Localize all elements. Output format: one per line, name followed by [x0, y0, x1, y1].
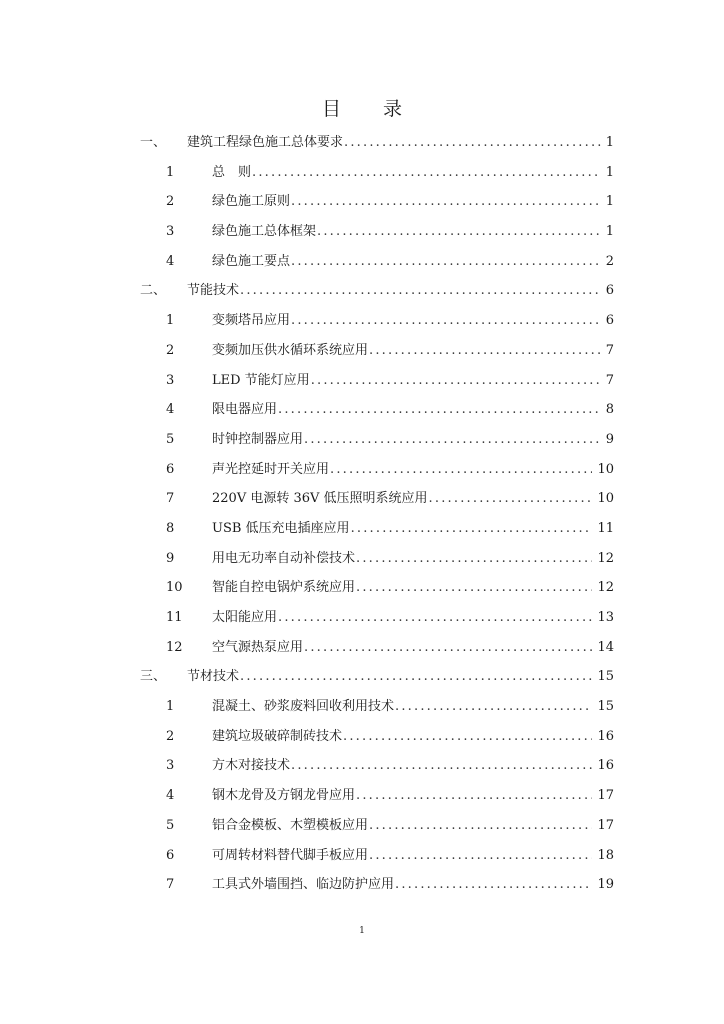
toc-entry-page: 12 — [596, 573, 614, 603]
toc-entry-number: 6 — [166, 847, 175, 863]
toc-subsection-entry[interactable] — [0, 395, 724, 425]
dot-leader — [369, 811, 592, 841]
toc-entry-label: 建筑工程绿色施工总体要求 — [187, 135, 344, 150]
toc-entry-page: 6 — [605, 306, 614, 336]
toc-entry-label: 用电无功率自动补偿技术 — [212, 550, 356, 566]
toc-entry-number: 1 — [166, 164, 175, 180]
dot-leader — [291, 247, 601, 277]
toc-entry-text — [187, 276, 603, 306]
toc-subsection-entry[interactable] — [0, 751, 724, 781]
toc-entry-number: 一、 — [140, 135, 167, 150]
toc-entry-number: 10 — [166, 580, 183, 596]
dot-leader — [240, 662, 592, 692]
toc-subsection-entry[interactable] — [0, 573, 724, 603]
toc-entry-label: 智能自控电锅炉系统应用 — [212, 580, 356, 596]
toc-entry-page: 8 — [605, 395, 614, 425]
toc-entry-number: 二、 — [140, 283, 167, 299]
toc-entry-page: 19 — [596, 870, 614, 900]
dot-leader — [240, 276, 601, 306]
toc-entry-text — [212, 514, 594, 544]
dot-leader — [429, 484, 593, 514]
toc-subsection-entry[interactable] — [0, 692, 724, 722]
dot-leader — [369, 841, 592, 871]
toc-entry-number: 8 — [166, 520, 175, 536]
dot-leader — [304, 425, 601, 455]
toc-entry-page: 1 — [605, 158, 614, 188]
toc-entry-page: 16 — [596, 722, 614, 752]
toc-entry-label: 建筑垃圾破碎制砖技术 — [212, 728, 343, 744]
toc-entry-page: 14 — [596, 633, 614, 663]
toc-entry-number: 6 — [166, 461, 175, 477]
dot-leader — [369, 336, 601, 366]
toc-entry-text — [212, 306, 603, 336]
dot-leader — [278, 603, 592, 633]
toc-entry-number: 2 — [166, 342, 175, 358]
dot-leader — [343, 722, 592, 752]
toc-entry-text — [212, 751, 594, 781]
toc-entry-number: 2 — [166, 728, 175, 744]
toc-entry-text — [212, 425, 603, 455]
dot-leader — [304, 633, 592, 663]
toc-entry-number: 9 — [166, 550, 175, 566]
toc-entry-label: 钢木龙骨及方钢龙骨应用 — [212, 788, 356, 804]
toc-entry-text — [212, 870, 594, 900]
toc-entry-page: 17 — [596, 811, 614, 841]
toc-entry-number: 5 — [166, 817, 175, 833]
toc-entry-text — [212, 366, 603, 396]
toc-entry-number: 12 — [166, 639, 183, 655]
dot-leader — [356, 573, 592, 603]
toc-entry-page: 17 — [596, 781, 614, 811]
toc-entry-label: 节能技术 — [187, 283, 240, 299]
toc-entry-label: 绿色施工要点 — [212, 253, 291, 269]
toc-entry-page: 6 — [605, 276, 614, 306]
toc-entry-label: USB 低压充电插座应用 — [212, 520, 350, 536]
toc-subsection-entry[interactable] — [0, 306, 724, 336]
toc-entry-number: 7 — [166, 877, 175, 893]
toc-entry-text — [212, 187, 603, 217]
toc-entry-page: 15 — [596, 662, 614, 692]
toc-entry-label: 时钟控制器应用 — [212, 431, 304, 447]
toc-section-entry[interactable] — [0, 276, 724, 306]
toc-section-entry[interactable] — [0, 662, 724, 692]
toc-entry-number: 2 — [166, 194, 175, 210]
toc-entry-page: 10 — [596, 455, 614, 485]
toc-subsection-entry[interactable] — [0, 484, 724, 514]
toc-subsection-entry[interactable] — [0, 158, 724, 188]
table-of-contents — [0, 128, 724, 900]
toc-entry-label: LED 节能灯应用 — [212, 372, 310, 388]
toc-entry-number: 1 — [166, 699, 175, 715]
toc-subsection-entry[interactable] — [0, 781, 724, 811]
toc-subsection-entry[interactable] — [0, 811, 724, 841]
toc-entry-page: 9 — [605, 425, 614, 455]
toc-entry-text — [212, 781, 594, 811]
toc-entry-label: 铝合金模板、木塑模板应用 — [212, 817, 369, 833]
toc-entry-text — [187, 128, 603, 158]
toc-entry-text — [212, 603, 594, 633]
toc-entry-label: 220V 电源转 36V 低压照明系统应用 — [212, 491, 428, 507]
toc-subsection-entry[interactable] — [0, 187, 724, 217]
toc-entry-label: 声光控延时开关应用 — [212, 461, 330, 477]
toc-entry-text — [212, 484, 594, 514]
toc-entry-page: 11 — [596, 514, 614, 544]
toc-entry-label: 总 则 — [212, 164, 252, 180]
page-number: 1 — [359, 926, 365, 936]
toc-entry-label: 可周转材料替代脚手板应用 — [212, 847, 369, 863]
dot-leader — [291, 187, 601, 217]
toc-entry-number: 3 — [166, 372, 175, 388]
toc-entry-page: 13 — [596, 603, 614, 633]
toc-subsection-entry[interactable] — [0, 217, 724, 247]
toc-entry-label: 节材技术 — [187, 669, 240, 685]
toc-entry-label: 绿色施工原则 — [212, 194, 291, 210]
toc-entry-page: 10 — [596, 484, 614, 514]
toc-entry-text — [212, 395, 603, 425]
toc-subsection-entry[interactable] — [0, 425, 724, 455]
toc-entry-number: 1 — [166, 313, 175, 329]
toc-entry-text — [212, 247, 603, 277]
toc-entry-page: 15 — [596, 692, 614, 722]
toc-subsection-entry[interactable] — [0, 603, 724, 633]
toc-entry-label: 绿色施工总体框架 — [212, 224, 317, 240]
toc-section-entry[interactable] — [0, 128, 724, 158]
toc-entry-page: 2 — [605, 247, 614, 277]
toc-entry-page: 12 — [596, 544, 614, 574]
toc-entry-text — [212, 336, 603, 366]
toc-subsection-entry[interactable] — [0, 247, 724, 277]
toc-entry-text — [212, 722, 594, 752]
toc-entry-page: 16 — [596, 751, 614, 781]
dot-leader — [395, 692, 592, 722]
toc-subsection-entry[interactable] — [0, 366, 724, 396]
dot-leader — [351, 514, 593, 544]
dot-leader — [356, 544, 592, 574]
toc-entry-number: 4 — [166, 402, 175, 418]
toc-entry-label: 变频塔吊应用 — [212, 313, 291, 329]
dot-leader — [291, 751, 592, 781]
toc-entry-text — [212, 692, 594, 722]
toc-entry-label: 太阳能应用 — [212, 610, 278, 625]
toc-entry-page: 1 — [605, 128, 614, 158]
toc-entry-number: 4 — [166, 253, 175, 269]
toc-entry-number: 5 — [166, 431, 175, 447]
dot-leader — [252, 158, 601, 188]
toc-subsection-entry[interactable] — [0, 722, 724, 752]
toc-entry-number: 7 — [166, 491, 175, 507]
toc-subsection-entry[interactable] — [0, 455, 724, 485]
dot-leader — [317, 217, 601, 247]
toc-entry-page: 18 — [596, 841, 614, 871]
toc-subsection-entry[interactable] — [0, 870, 724, 900]
dot-leader — [278, 395, 601, 425]
toc-entry-text — [212, 841, 594, 871]
toc-entry-label: 方木对接技术 — [212, 758, 291, 774]
toc-entry-text — [212, 633, 594, 663]
dot-leader — [344, 128, 601, 158]
toc-entry-label: 变频加压供水循环系统应用 — [212, 342, 369, 358]
toc-title: 目 录 — [321, 98, 421, 120]
toc-subsection-entry[interactable] — [0, 544, 724, 574]
toc-entry-text — [212, 544, 594, 574]
toc-subsection-entry[interactable] — [0, 633, 724, 663]
toc-entry-number: 11 — [166, 610, 183, 625]
toc-subsection-entry[interactable] — [0, 336, 724, 366]
dot-leader — [395, 870, 592, 900]
toc-entry-text — [212, 158, 603, 188]
toc-entry-label: 工具式外墙围挡、临边防护应用 — [212, 877, 395, 893]
toc-entry-number: 3 — [166, 224, 175, 240]
toc-entry-page: 7 — [605, 366, 614, 396]
toc-entry-page: 1 — [605, 217, 614, 247]
toc-entry-page: 1 — [605, 187, 614, 217]
toc-entry-label: 混凝土、砂浆废料回收利用技术 — [212, 699, 395, 715]
dot-leader — [330, 455, 592, 485]
toc-subsection-entry[interactable] — [0, 514, 724, 544]
toc-entry-number: 4 — [166, 788, 175, 804]
toc-entry-text — [212, 811, 594, 841]
toc-entry-number: 3 — [166, 758, 175, 774]
toc-entry-number: 三、 — [140, 669, 167, 685]
toc-entry-page: 7 — [605, 336, 614, 366]
dot-leader — [311, 366, 601, 396]
toc-subsection-entry[interactable] — [0, 841, 724, 871]
toc-entry-label: 空气源热泵应用 — [212, 639, 304, 655]
dot-leader — [356, 781, 592, 811]
toc-entry-text — [187, 662, 594, 692]
toc-entry-text — [212, 217, 603, 247]
toc-entry-label: 限电器应用 — [212, 402, 278, 418]
toc-entry-text — [212, 573, 594, 603]
toc-entry-text — [212, 455, 594, 485]
dot-leader — [291, 306, 601, 336]
